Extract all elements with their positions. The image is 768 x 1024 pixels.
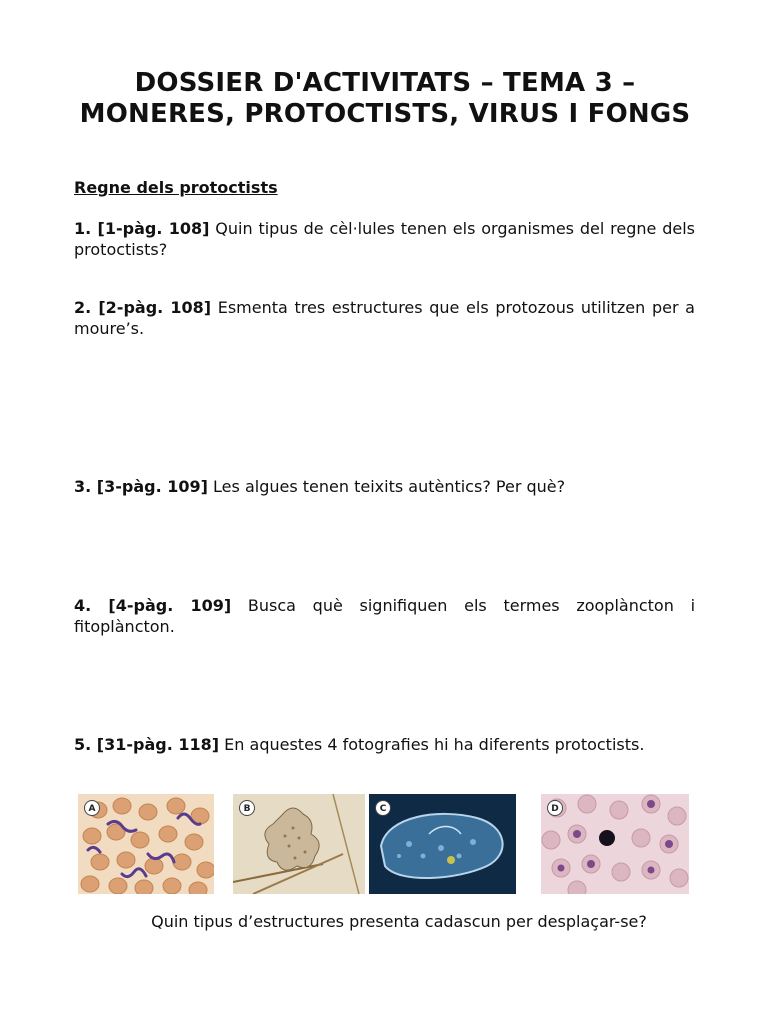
photo-d — [541, 794, 689, 894]
question-2-ref: 2. [2-pàg. 108] — [74, 298, 212, 317]
photo-c-label: C — [375, 800, 391, 816]
photo-c — [369, 794, 516, 894]
question-3-ref: 3. [3-pàg. 109] — [74, 477, 208, 496]
photo-b-label: B — [239, 800, 255, 816]
paramecium-photo — [369, 794, 516, 894]
photo-a-label: A — [84, 800, 100, 816]
question-4-ref: 4. [4-pàg. 109] — [74, 596, 232, 615]
question-1-text: Quin tipus de cèl·lules tenen els organismes del regne dels protoctists? — [74, 219, 695, 259]
photo-a — [78, 794, 214, 894]
question-5-ref: 5. [31-pàg. 118] — [74, 735, 220, 754]
question-5-text: En aquestes 4 fotografies hi ha diferents protoctists. — [224, 735, 645, 754]
page-title: DOSSIER D'ACTIVITATS – TEMA 3 – MONERES, PROTOCTISTS, VIRUS I FONGS — [79, 68, 691, 129]
question-3-text: Les algues tenen teixits autèntics? Per què? — [213, 477, 566, 496]
section-heading: Regne dels protoctists — [74, 178, 278, 197]
protist-photo-strip — [78, 794, 690, 894]
question-5 — [74, 734, 695, 755]
question-1 — [74, 218, 695, 260]
photo-b — [233, 794, 365, 894]
question-3 — [74, 476, 695, 497]
question-1-ref: 1. [1-pàg. 108] — [74, 219, 210, 238]
question-4 — [74, 595, 695, 637]
question-2-text: Esmenta tres estructures que els protozous utilitzen per a moure’s. — [74, 298, 695, 338]
photo-d-label: D — [547, 800, 563, 816]
photo-caption: Quin tipus d’estructures presenta cadascun per desplaçar-se? — [151, 912, 647, 931]
question-4-text: Busca què signifiquen els termes zooplàncton i fitoplàncton. — [74, 596, 696, 636]
blood-smear-plasmodium-photo — [541, 794, 689, 894]
question-2 — [74, 297, 695, 339]
